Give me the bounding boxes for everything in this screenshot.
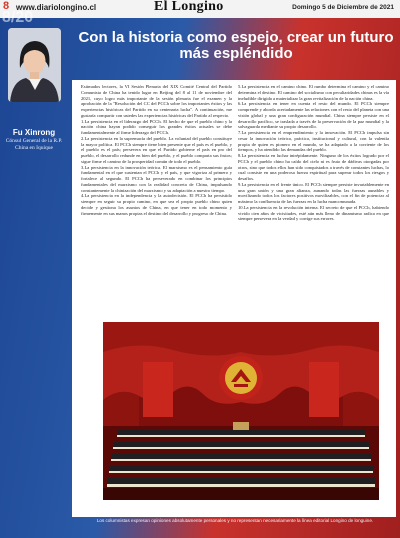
page-header — [0, 0, 400, 18]
article-paragraph: 8.La persistencia en luchar intrépidamente. Ninguno de los éxitos logrado por el PCCh y el pueblo chino ha caído del cielo ni es fruto de dádivas otorgadas por otros, sino que todos ellos han sido conquistados a través de constantes luchas, lo cual consiste en una poderosa fuerza espiritual para superar todos los riesgos y desafíos. — [238, 153, 389, 181]
article-paragraph: 6.La persistencia en tener en cuenta el resto del mundo. El PCCh siempre comprende y aborda acertadamente las relaciones con el resto del planeta con una visión global y una gran configuración mundial. China siempre persiste en el desarrollo pacífico, se traslada a través de la preservación de la paz mundial y la salvaguarda mediante su propio desarrollo. — [238, 101, 389, 130]
website-link[interactable]: www.diariolongino.cl — [16, 3, 97, 12]
article-paragraph: 4.La persistencia en la independencia y la autodecisión. El PCCh ha persistido siempre en seguir su propio camino, en que sea el propio pueblo chino quien decide y gestiona los asuntos de China, en que tener en todo momento y firmemente en sus manos propias el destino del desarrollo y progreso de China. — [81, 193, 232, 216]
masthead-logo: El Longino — [154, 0, 224, 14]
author-role: Cónsul General de la R.P. China en Iquique — [5, 138, 63, 151]
page-indicator-overlay: 8/20 — [2, 9, 34, 26]
article-column-left — [81, 84, 232, 216]
article-paragraph: 5.La persistencia en el camino chino. El rumbo determina el camino y el camino determina el destino. El camino del socialismo con peculiaridades chinas es la vía ineludible dirigida a materializar la gran revitalización de la nación china. — [238, 84, 389, 101]
plenary-session-photo — [103, 322, 379, 500]
plenary-hall-image — [103, 322, 379, 500]
article-panel — [72, 80, 396, 517]
article-paragraph: 7.La persistencia en el emprendimiento y la innovación. El PCCh impulsa sin cesar la innovación teórica, práctica, institucional y cultural, con la valentía propia de quien es pionero en el mundo, se ha adaptado a la corriente de los tiempos, y ha atendido las demandas del pueblo. — [238, 130, 389, 153]
article-paragraph: Estimados lectores, la VI Sesión Plenaria del XIX Comité Central del Partido Comunista de China ha tenido lugar en Beijing del 8 al 11 de noviembre del 2021, cuyo logro más importante de la sesión plenaria fue el examen y la aprobación de la "Resolución del CC del PCCh sobre los importantes éxitos y las experiencias históricas del Partido en su centenaria lucha". A continuación, me gustaría compartir con ustedes las experiencias históricas del Partido al respecto. — [81, 84, 232, 118]
article-paragraph: 3.La persistencia en la innovación teórica. El marxismo es el pensamiento guía fundamental en el que sustentan el PCCh y el país, y que vigoriza al primero y fortalece al segundo. El PCCh ha perseverado en combinar los principios fundamentales del marxismo con la realidad concreta de China, impulsando constantemente la chinización del marxismo y su adaptación a nuestro tiempo. — [81, 164, 232, 193]
article-headline: Con la historia como espejo, crear un futuro más espléndido — [78, 29, 394, 62]
author-photo — [8, 28, 61, 102]
author-portrait-icon — [8, 28, 61, 102]
article-column-right — [238, 84, 389, 222]
article-paragraph: 9.La persistencia en el frente único. El PCCh siempre persiste invariablemente en una gran unión y una gran alianza, aunando todas las fuerzas aunables y movilizando todos los factores positivos movilizables, con el fin de potenciar al máximo la confluencia de las fuerzas en la lucha mancomunada. — [238, 181, 389, 204]
article-paragraph: 10.La persistencia en la revolución interna. El secreto de que el PCCh, habiendo vivido cien años de vicisitudes, esté aún más lleno de dinamismo radica en que siempre persevera en la verdad y corrige sus errores. — [238, 204, 389, 222]
author-name: Fu Xinrong — [12, 128, 56, 137]
article-paragraph: 1.La persistencia en el liderazgo del PCCh. El hecho de que el pueblo chino y la nación china hayan podido conseguir los grandes éxitos actuales se debe fundamentalmente al firme liderazgo del PCCh. — [81, 118, 232, 135]
issue-date: Domingo 5 de Diciembre de 2021 — [292, 4, 394, 11]
page-number: 8 — [3, 0, 10, 12]
disclaimer-note: Los columnistas expresan opiniones absolutamente personales y no representan necesariamente la línea editorial Longino de longuine. — [96, 518, 374, 523]
article-paragraph: 2.La persistencia en la supremacía del pueblo. La voluntad del pueblo constituye la mayor política. El PCCh siempre tiene bien presente que el país es el pueblo, y el pueblo es el país; persevera en que el Partido gobierne el país en pro del pueblo, el desarrollo redunde en bien del pueblo, y el pueblo comparta sus frutos; sigue firme el camino de la prosperidad común de todo el pueblo. — [81, 135, 232, 164]
